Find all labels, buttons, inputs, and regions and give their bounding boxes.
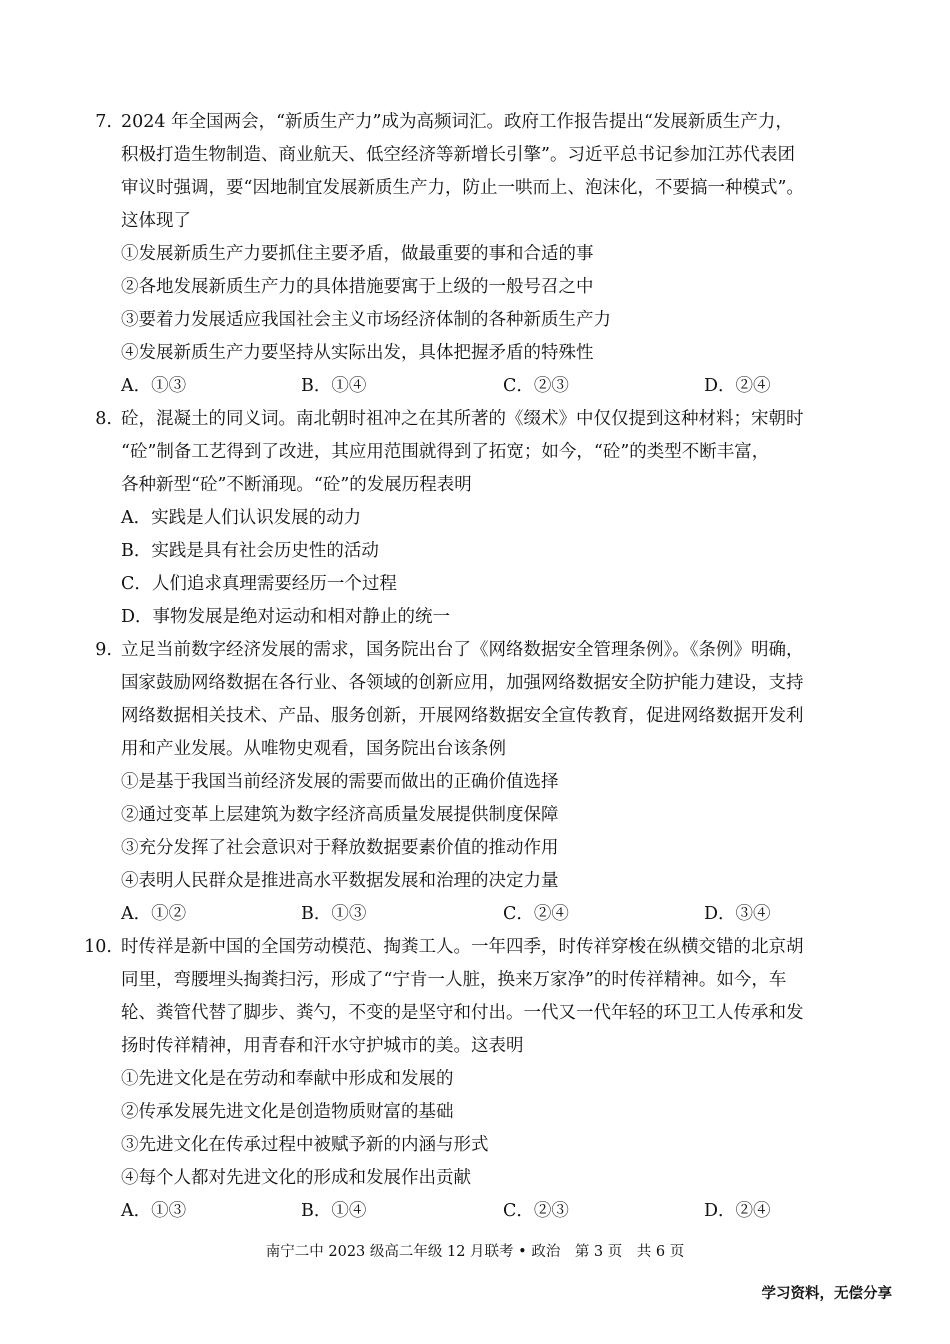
question-number: 8. — [95, 409, 112, 429]
answer-options — [121, 898, 871, 931]
option-d[interactable]: D．事物发展是绝对运动和相对静止的统一 — [121, 607, 451, 627]
option-c[interactable]: C．②③ — [503, 376, 569, 396]
option-d[interactable]: D．③④ — [704, 904, 771, 924]
option-b[interactable]: B．①③ — [301, 904, 367, 924]
question-stem-line: 立足当前数字经济发展的需求，国务院出台了《网络数据安全管理条例》。《条例》明确， — [121, 640, 804, 660]
answer-options — [121, 370, 871, 403]
question-stem-line: 用和产业发展。从唯物史观看，国务院出台该条例 — [121, 739, 506, 759]
statement: ④每个人都对先进文化的形成和发展作出贡献 — [121, 1168, 471, 1188]
option-a[interactable]: A．①③ — [121, 1201, 187, 1221]
statement: ④发展新质生产力要坚持从实际出发，具体把握矛盾的特殊性 — [121, 343, 594, 363]
question-stem-line: 各种新型“砼”不断涌现。“砼”的发展历程表明 — [121, 475, 472, 495]
question-stem-line: “砼”制备工艺得到了改进，其应用范围就得到了拓宽；如今，“砼”的类型不断丰富， — [121, 442, 770, 462]
question-stem-line: 网络数据相关技术、产品、服务创新，开展网络数据安全宣传教育，促进网络数据开发利 — [121, 706, 804, 726]
question-number: 7. — [95, 112, 112, 132]
statement: ①发展新质生产力要抓住主要矛盾，做最重要的事和合适的事 — [121, 244, 594, 264]
option-d[interactable]: D．②④ — [704, 1201, 771, 1221]
option-b[interactable]: B．实践是具有社会历史性的活动 — [121, 541, 379, 561]
question-stem-line: 积极打造生物制造、商业航天、低空经济等新增长引擎”。习近平总书记参加江苏代表团 — [121, 145, 795, 165]
option-a[interactable]: A．①③ — [121, 376, 187, 396]
statement: ①先进文化是在劳动和奉献中形成和发展的 — [121, 1069, 454, 1089]
statement: ②通过变革上层建筑为数字经济高质量发展提供制度保障 — [121, 805, 559, 825]
question-number: 10. — [84, 937, 112, 957]
question-stem-line: 扬时传祥精神，用青春和汗水守护城市的美。这表明 — [121, 1036, 524, 1056]
statement: ④表明人民群众是推进高水平数据发展和治理的决定力量 — [121, 871, 559, 891]
question-stem-line: 这体现了 — [121, 211, 191, 231]
question-stem-line: 轮、粪管代替了脚步、粪勺，不变的是坚守和付出。一代又一代年轻的环卫工人传承和发 — [121, 1003, 804, 1023]
option-a[interactable]: A．①② — [121, 904, 187, 924]
answer-options — [121, 1195, 871, 1228]
option-b[interactable]: B．①④ — [301, 1201, 367, 1221]
option-c[interactable]: C．人们追求真理需要经历一个过程 — [121, 574, 397, 594]
option-b[interactable]: B．①④ — [301, 376, 367, 396]
option-c[interactable]: C．②④ — [503, 904, 569, 924]
statement: ③要着力发展适应我国社会主义市场经济体制的各种新质生产力 — [121, 310, 611, 330]
option-d[interactable]: D．②④ — [704, 376, 771, 396]
statement: ③先进文化在传承过程中被赋予新的内涵与形式 — [121, 1135, 489, 1155]
question-number: 9. — [95, 640, 112, 660]
watermark-text: 学习资料，无偿分享 — [761, 1286, 892, 1302]
question-stem-line: 时传祥是新中国的全国劳动模范、掏粪工人。一年四季，时传祥穿梭在纵横交错的北京胡 — [121, 937, 804, 957]
question-stem-line: 国家鼓励网络数据在各行业、各领域的创新应用，加强网络数据安全防护能力建设，支持 — [121, 673, 804, 693]
question-stem-line: 审议时强调，要“因地制宜发展新质生产力，防止一哄而上、泡沫化，不要搞一种模式”。 — [121, 178, 804, 198]
statement: ③充分发挥了社会意识对于释放数据要素价值的推动作用 — [121, 838, 559, 858]
page-footer: 南宁二中 2023 级高二年级 12 月联考 • 政治 第 3 页 共 6 页 — [265, 1244, 685, 1260]
option-c[interactable]: C．②③ — [503, 1201, 569, 1221]
question-stem-line: 砼，混凝土的同义词。南北朝时祖冲之在其所著的《缀术》中仅仅提到这种材料；宋朝时 — [121, 409, 804, 429]
question-stem-line: 2024 年全国两会，“新质生产力”成为高频词汇。政府工作报告提出“发展新质生产力， — [121, 112, 793, 132]
question-stem-line: 同里，弯腰埋头掏粪扫污，形成了“宁肯一人脏，换来万家净”的时传祥精神。如今，车 — [121, 970, 787, 990]
statement: ②传承发展先进文化是创造物质财富的基础 — [121, 1102, 454, 1122]
option-a[interactable]: A．实践是人们认识发展的动力 — [121, 508, 362, 528]
statement: ①是基于我国当前经济发展的需要而做出的正确价值选择 — [121, 772, 559, 792]
statement: ②各地发展新质生产力的具体措施要寓于上级的一般号召之中 — [121, 277, 594, 297]
